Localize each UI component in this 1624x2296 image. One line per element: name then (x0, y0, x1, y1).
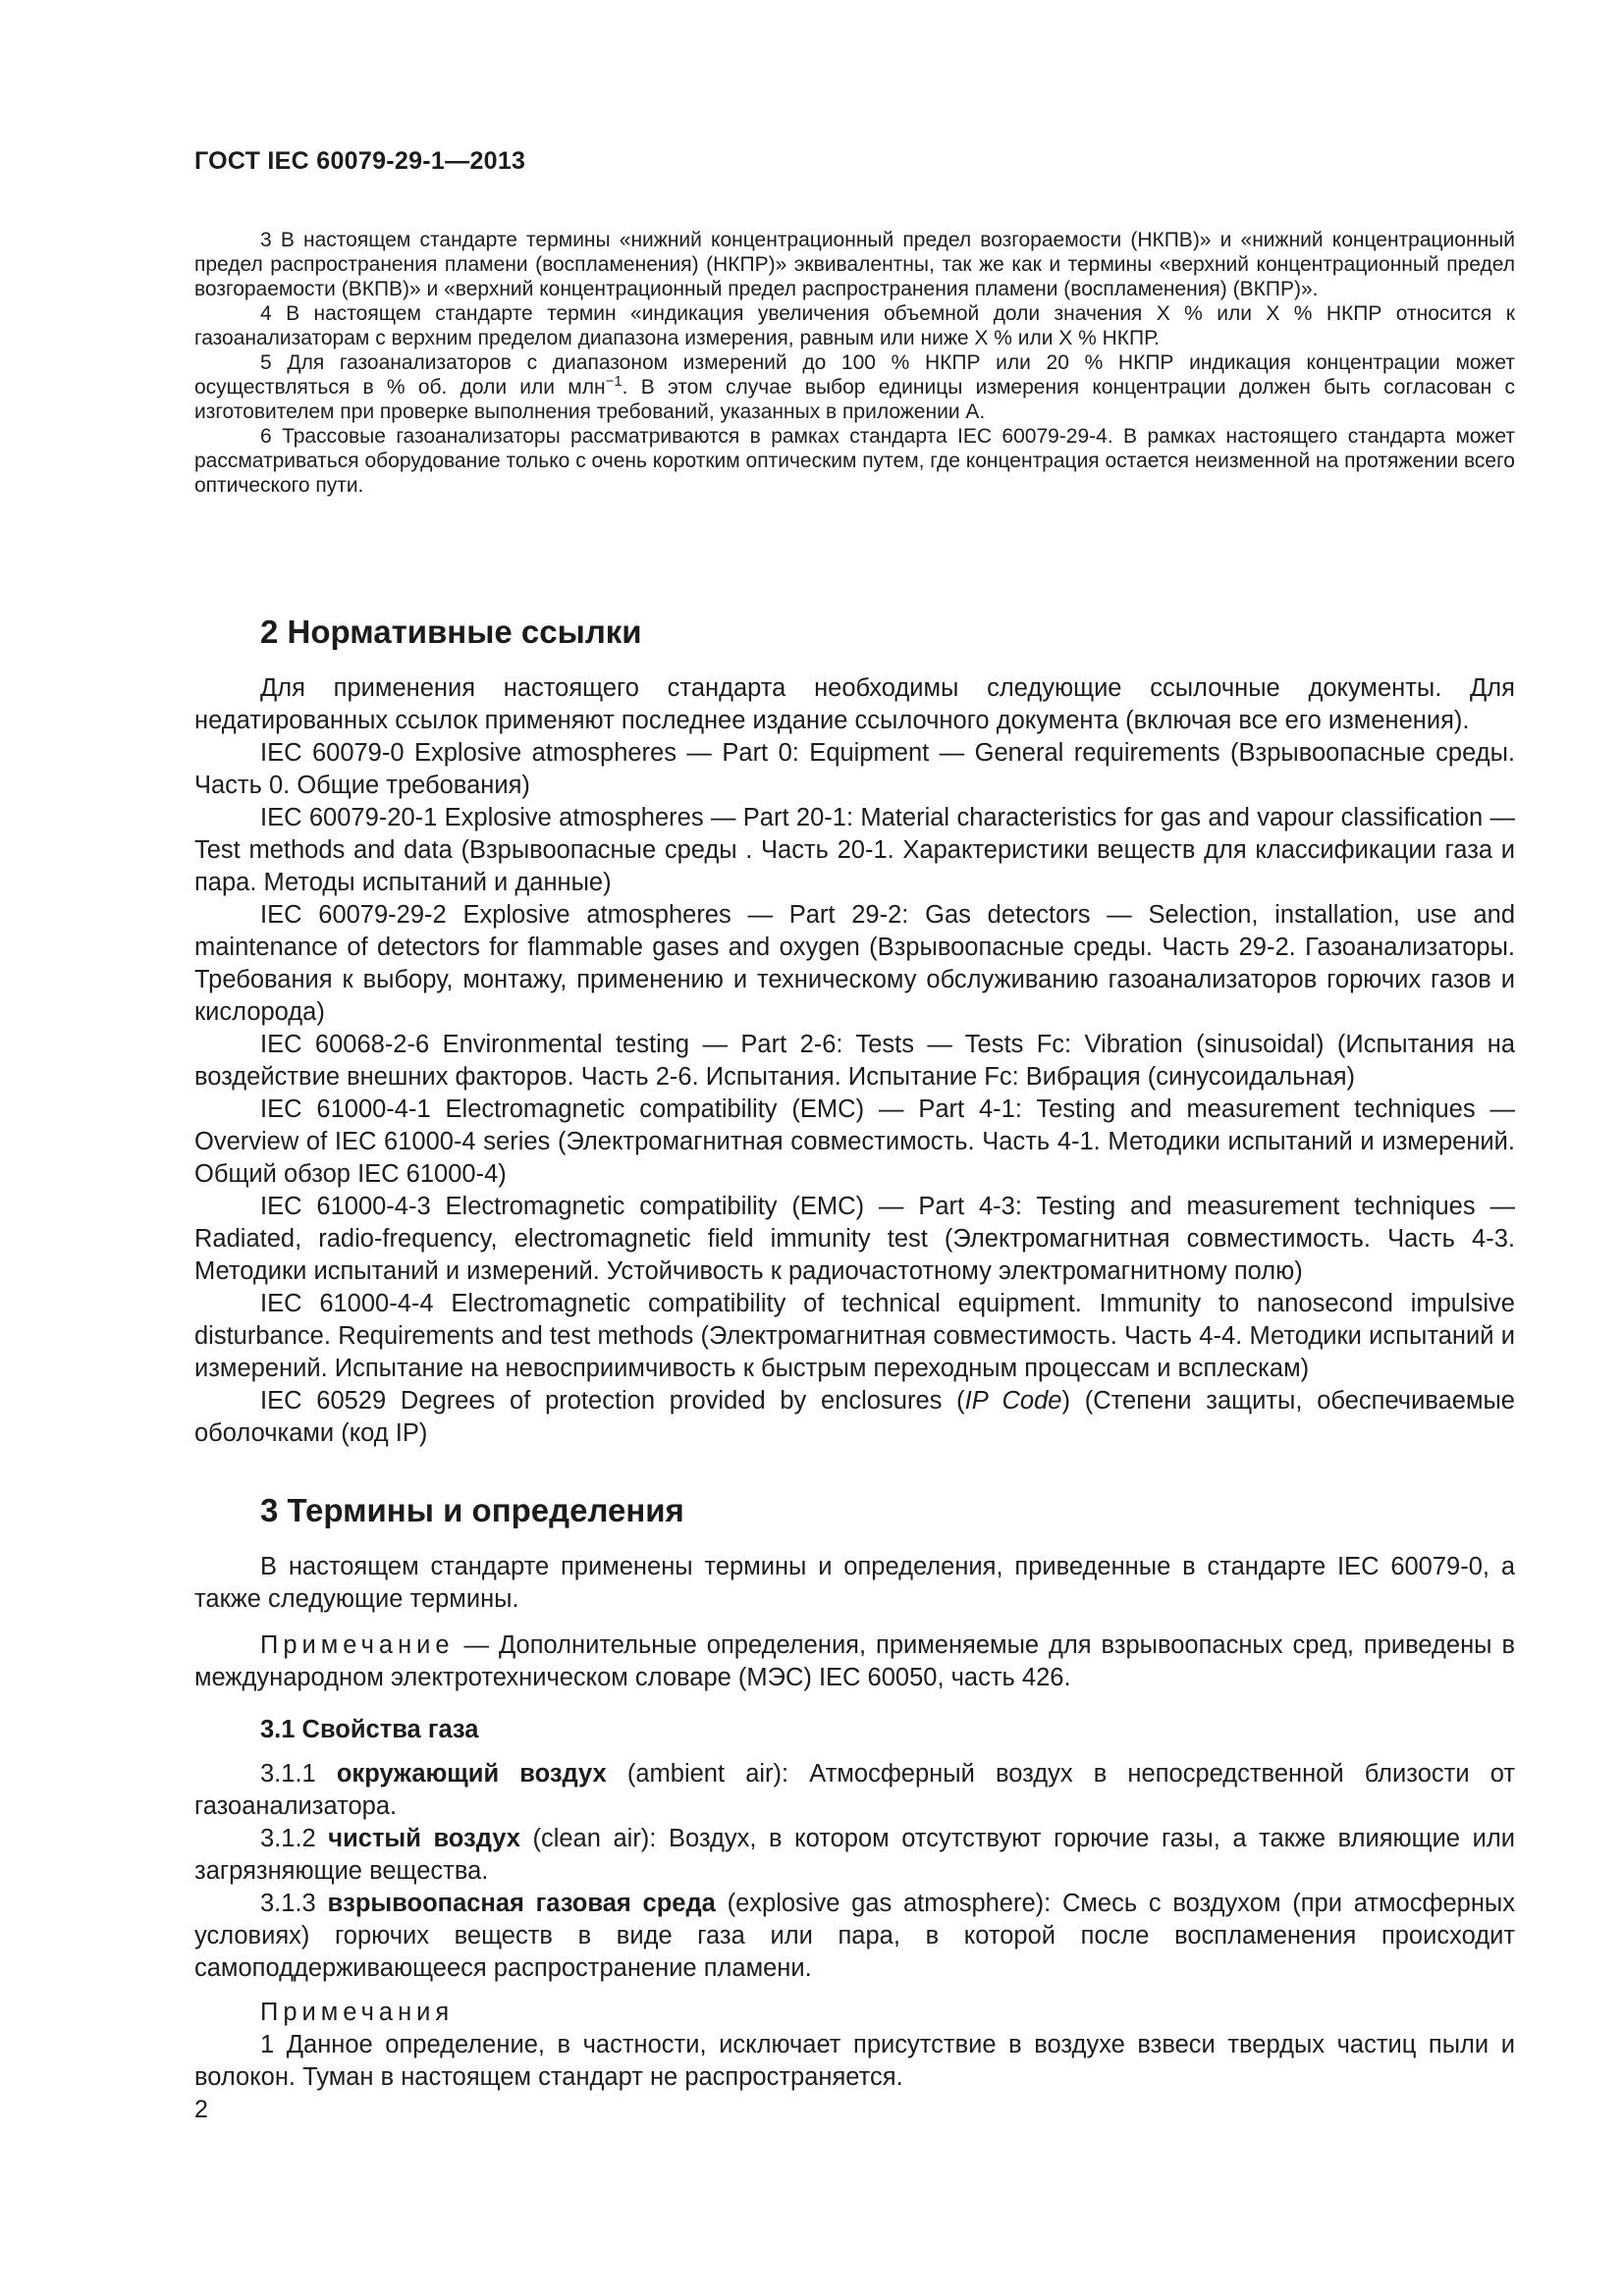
reference-item: IEC 61000-4-3 Electromagnetic compatibility (EMC) — Part 4-3: Testing and measurement techniques — Radiated, radio-frequency, electromagnetic field immunity test (Электромагнитная совместимость. Часть 4-3. Методики испытаний и измерений. Устойчивость к радиочастотному электромагнитному полю) (194, 1193, 1515, 1285)
reference-item: IEC 61000-4-1 Electromagnetic compatibility (EMC) — Part 4-1: Testing and measurement techniques — Overview of IEC 61000-4 series (Электромагнитная совместимость. Часть 4-1. Методики испытаний и измерений. Общий обзор IEC 61000-4) (194, 1095, 1515, 1188)
section-2-title: 2 Нормативные ссылки (260, 614, 642, 650)
reference-item: IEC 60079-29-2 Explosive atmospheres — Part 29-2: Gas detectors — Selection, installation, use and maintenance of detectors for flammable gases and oxygen (Взрывоопасные среды. Часть 29-2. Газоанализаторы. Требования к выбору, монтажу, применению и техническому обслуживанию газоанализаторов горючих газов и кислорода) (194, 901, 1515, 1026)
section-normative-references (194, 614, 1515, 1450)
reference-item: IEC 60079-0 Explosive atmospheres — Part 0: Equipment — General requirements (Взрывоопасные среды. Часть 0. Общие требования) (194, 739, 1515, 799)
note-4: 4 В настоящем стандарте термин «индикация увеличения объемной доли значения X % или X % НКПР относится к газоанализаторам с верхним пределом диапазона измерения, равным или ниже X % или X % НКПР. (194, 302, 1515, 349)
page-number: 2 (194, 2096, 208, 2123)
section-3-title: 3 Термины и определения (260, 1492, 684, 1528)
note-item: 1 Данное определение, в частности, исключает присутствие в воздухе взвеси твердых частиц пыли и волокон. Туман в настоящем стандарт не распространяется. (194, 2031, 1515, 2091)
section-3-intro: В настоящем стандарте применены термины и определения, приведенные в стандарте IEC 60079-0, а также следующие термины. (194, 1553, 1515, 1613)
note-6: 6 Трассовые газоанализаторы рассматриваются в рамках стандарта IEC 60079-29-4. В рамках настоящего стандарта может рассматриваться оборудование только с очень коротким оптическим путем, где концентрация остается неизменной на протяжении всего оптического пути. (194, 425, 1515, 497)
note-5: 5 Для газоанализаторов с диапазоном измерений до 100 % НКПР или 20 % НКПР индикация концентрации может осуществляться в % об. доли или млн$^{-1}$. В этом случае выбор единицы измерения концентрации должен быть согласован с изготовителем при проверке выполнения требований, указанных в приложении А. (194, 351, 1515, 423)
term-definition: 3.1.3 взрывоопасная газовая среда (explosive gas atmosphere): Смесь с воздухом (при атмосферных условиях) горючих веществ в виде газа или пара, в которой после воспламенения происходит самоподдерживающееся распространение пламени. (194, 1890, 1515, 1982)
section-3-note: Примечание — Дополнительные определения, применяемые для взрывоопасных сред, приведены в международном электротехническом словаре (МЭС) IEC 60050, часть 426. (194, 1631, 1515, 1691)
reference-item: IEC 60529 Degrees of protection provided by enclosures (IP Code) (Степени защиты, обеспечиваемые оболочками (код IP) (194, 1387, 1515, 1447)
notes-label: Примечания (260, 1999, 455, 2026)
reference-item: IEC 60068-2-6 Environmental testing — Part 2-6: Tests — Tests Fc: Vibration (sinusoidal) (Испытания на воздействие внешних факторов. Часть 2-6. Испытания. Испытание Fc: Вибрация (синусоидальная) (194, 1031, 1515, 1091)
term-definition: 3.1.1 окружающий воздух (ambient air): Атмосферный воздух в непосредственной близости от газоанализатора. (194, 1760, 1515, 1820)
reference-item: IEC 61000-4-4 Electromagnetic compatibility of technical equipment. Immunity to nanosecond impulsive disturbance. Requirements and test methods (Электромагнитная совместимость. Часть 4-4. Методики испытаний и измерений. Испытание на невосприимчивость к быстрым переходным процессам и всплескам) (194, 1290, 1515, 1382)
subsection-3-1-title: 3.1 Свойства газа (260, 1716, 479, 1743)
section-2-intro: Для применения настоящего стандарта необходимы следующие ссылочные документы. Для недатированных ссылок применяют последнее издание ссылочного документа (включая все его изменения). (194, 674, 1515, 734)
note-3: 3 В настоящем стандарте термины «нижний концентрационный предел возгораемости (НКПВ)» и «нижний концентрационный предел распространения пламени (воспламенения) (НКПР)» эквивалентны, так же как и термины «верхний концентрационный предел возгораемости (ВКПВ)» и «верхний концентрационный предел распространения пламени (воспламенения) (ВКПР)». (194, 229, 1515, 300)
term-definition: 3.1.2 чистый воздух (clean air): Воздух, в котором отсутствуют горючие газы, а также влияющие или загрязняющие вещества. (194, 1825, 1515, 1885)
top-notes (194, 228, 1515, 498)
reference-item: IEC 60079-20-1 Explosive atmospheres — Part 20-1: Material characteristics for gas and vapour classification — Test methods and data (Взрывоопасные среды . Часть 20-1. Характеристики веществ для классификации газа и пара. Методы испытаний и данные) (194, 804, 1515, 896)
document-header: ГОСТ IEC 60079-29-1—2013 (194, 147, 526, 175)
section-terms (194, 1492, 1515, 2094)
